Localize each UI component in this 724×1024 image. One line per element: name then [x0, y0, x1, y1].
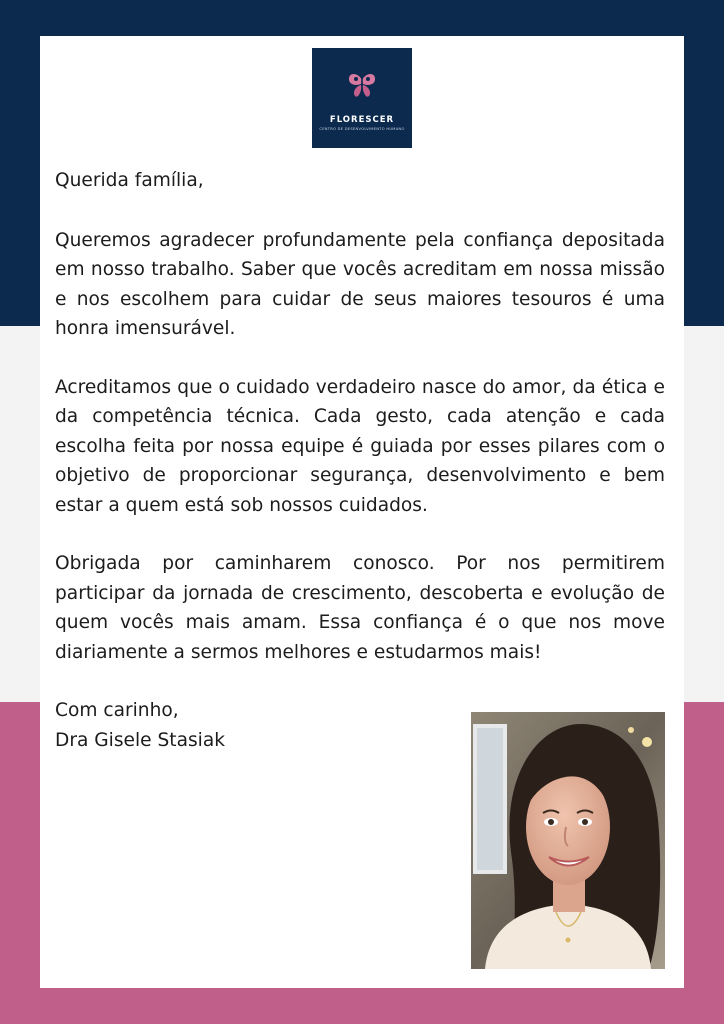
logo-name: FLORESCER — [329, 115, 395, 125]
letter-body — [55, 166, 665, 755]
letter-greeting: Querida família, — [55, 170, 204, 191]
logo-tagline: CENTRO DE DESENVOLVIMENTO HUMANO — [319, 127, 405, 131]
letter-sheet — [40, 36, 684, 988]
butterfly-icon — [346, 72, 378, 102]
author-photo — [471, 712, 665, 969]
letter-paragraph: Queremos agradecer profundamente pela confiança depositada em nosso trabalho. Saber que vocês acreditam em nossa missão e nos escolhem para cuidar de seus maiores tesouros é uma honra imensurável. — [55, 229, 665, 339]
letter-paragraph: Acreditamos que o cuidado verdadeiro nasce do amor, da ética e da competência técnica. Cada gesto, cada atenção e cada escolha feita por nossa equipe é guiada por esses pilares com o objetivo de proporcionar segurança, desenvolvimento e bem estar a quem está sob nossos cuidados. — [55, 376, 665, 516]
letter-closing: Com carinho, — [55, 700, 179, 721]
letter-signature: Dra Gisele Stasiak — [55, 729, 225, 751]
letter-paragraph: Obrigada por caminharem conosco. Por nos permitirem participar da jornada de crescimento, descoberta e evolução de quem vocês mais amam. Essa confiança é o que nos move diariamente a sermos melhores e estudarmos mais! — [55, 553, 665, 663]
portrait-illustration — [471, 712, 665, 969]
florescer-logo — [312, 48, 412, 148]
